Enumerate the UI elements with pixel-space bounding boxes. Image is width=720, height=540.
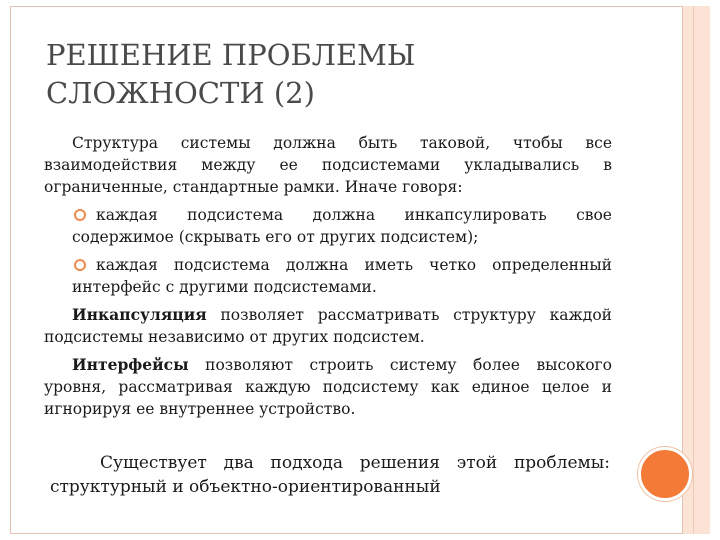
conclusion-paragraph: [50, 451, 610, 499]
orange-circle-icon: [638, 447, 692, 501]
encapsulation-text: позволяет рассматривать структуру каждой подсистемы независимо от других подсистем.: [44, 306, 612, 346]
intro-paragraph: Структура системы должна быть таковой, чтобы все взаимодействия между ее подсистемами укладывались в ограниченные, стандартные рамки. Иначе говоря:: [44, 134, 612, 196]
interfaces-paragraph: [44, 354, 612, 420]
decorative-sidebar: [682, 6, 710, 534]
slide-body: [44, 132, 612, 426]
interfaces-term: Интерфейсы: [72, 355, 189, 374]
bullet-text: каждая подсистема должна инкапсулировать свое содержимое (скрывать его от других подсистем);: [72, 206, 612, 246]
bullet-circle-icon: [74, 209, 86, 221]
bullet-text: каждая подсистема должна иметь четко определенный интерфейс с другими подсистемами.: [72, 256, 612, 296]
title-line-2: СЛОЖНОСТИ (2): [46, 76, 315, 110]
encapsulation-term: Инкапсуляция: [72, 305, 207, 324]
slide-title: [46, 36, 606, 112]
bullet-item: [44, 204, 612, 248]
bullet-circle-icon: [74, 259, 86, 271]
bullet-item: [44, 254, 612, 298]
interfaces-text: позволяют строить систему более высокого уровня, рассматривая каждую подсистему как единое целое и игнорируя ее внутреннее устройство.: [44, 356, 612, 418]
encapsulation-paragraph: [44, 304, 612, 348]
conclusion-text: Существует два подхода решения этой проблемы: структурный и объектно-ориентированный: [50, 453, 610, 497]
title-line-1: РЕШЕНИЕ ПРОБЛЕМЫ: [46, 38, 416, 72]
